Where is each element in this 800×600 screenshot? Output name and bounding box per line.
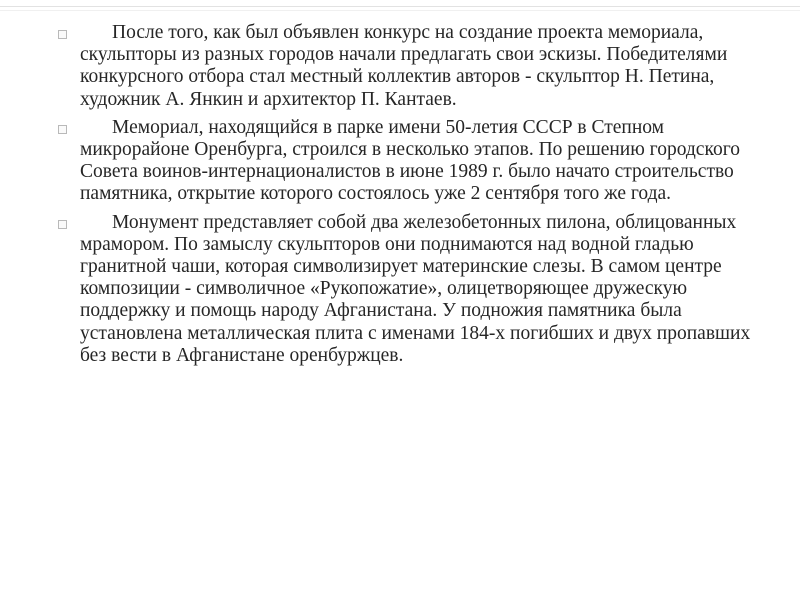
square-bullet-icon xyxy=(58,220,67,229)
slide-body xyxy=(60,22,760,373)
paragraph-competition xyxy=(60,22,760,111)
top-divider-secondary xyxy=(0,10,800,11)
square-bullet-icon xyxy=(58,125,67,134)
top-divider xyxy=(0,6,800,7)
paragraph-monument xyxy=(60,212,760,367)
paragraph-text: Монумент представляет собой два железобетонных пилона, облицованных мрамором. По замыслу скульпторов они поднимаются над водной гладью гранитной чаши, которая символизирует материнские слезы. В самом центре композиции - символичное «Рукопожатие», олицетворяющее дружескую поддержку и помощь народу Афганистана. У подножия памятника была установлена металлическая плита с именами 184-х погибших и двух пропавших без вести в Афганистане оренбуржцев. xyxy=(80,211,751,366)
square-bullet-icon xyxy=(58,30,67,39)
paragraph-text: После того, как был объявлен конкурс на создание проекта мемориала, скульпторы из разных городов начали предлагать свои эскизы. Победителями конкурсного отбора стал местный коллектив авторов - скульптор Н. Петина, художник А. Янкин и архитектор П. Кантаев. xyxy=(80,22,728,110)
paragraph-construction xyxy=(60,117,760,206)
paragraph-text: Мемориал, находящийся в парке имени 50-летия СССР в Степном микрорайоне Оренбурга, строился в несколько этапов. По решению городского Совета воинов-интернационалистов в июне 1989 г. было начато строительство памятника, открытие которого состоялось уже 2 сентября того же года. xyxy=(80,116,740,205)
